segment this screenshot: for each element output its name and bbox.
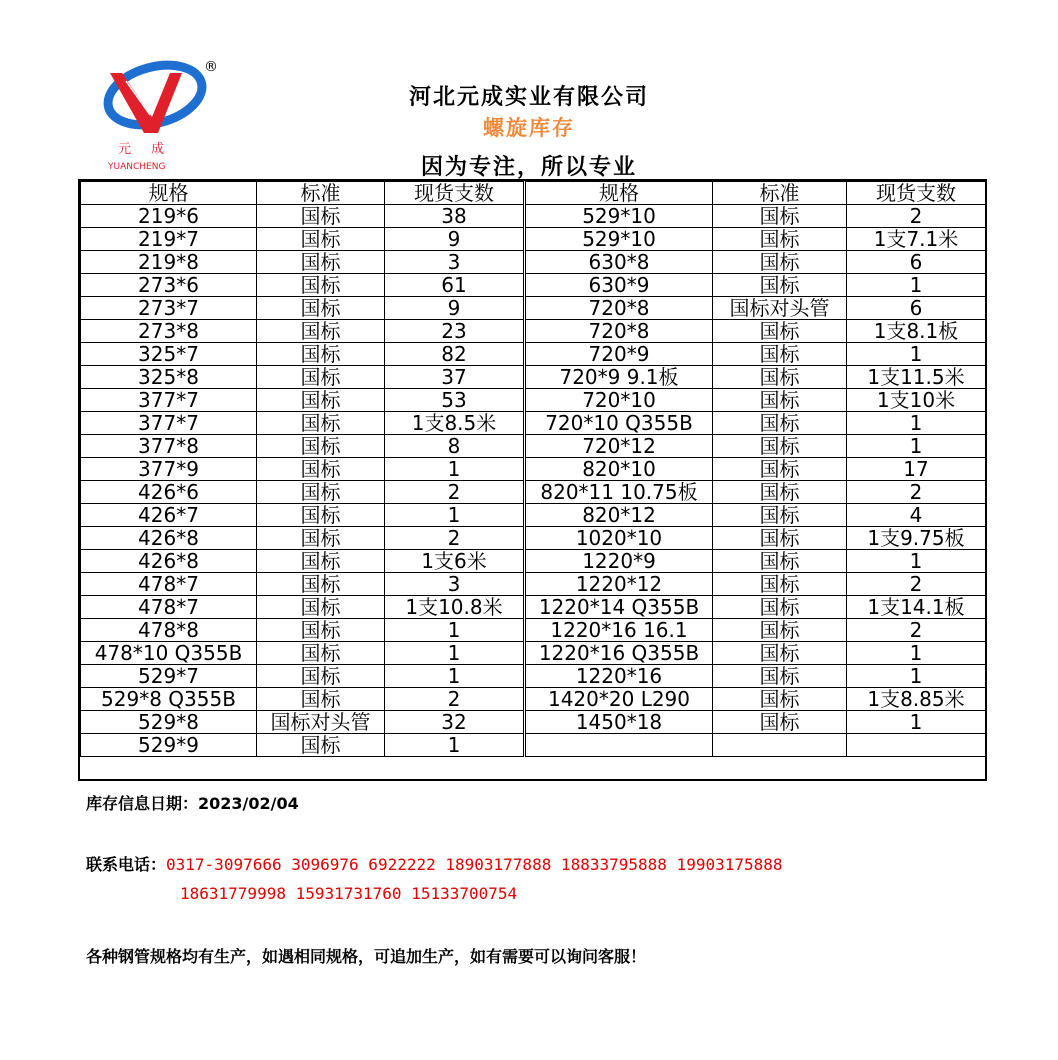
left-standard-cell: 国标 — [257, 688, 385, 711]
company-name: 河北元成实业有限公司 — [408, 84, 649, 110]
left-standard-cell: 国标 — [257, 596, 385, 619]
left-qty-cell: 1 — [385, 642, 525, 665]
left-standard-cell: 国标 — [257, 389, 385, 412]
right-standard-cell: 国标 — [713, 389, 847, 412]
right-spec-cell: 630*9 — [525, 274, 713, 297]
contact-phones — [86, 852, 783, 875]
phones-line-2: 18631779998 15931731760 15133700754 — [180, 884, 518, 903]
left-standard-cell: 国标 — [257, 228, 385, 251]
left-spec-cell: 273*7 — [81, 297, 257, 320]
left-standard-cell: 国标 — [257, 343, 385, 366]
left-qty-cell: 37 — [385, 366, 525, 389]
table-row — [81, 504, 986, 527]
left-spec-cell: 478*7 — [81, 596, 257, 619]
left-standard-cell: 国标 — [257, 435, 385, 458]
left-standard-cell: 国标 — [257, 642, 385, 665]
left-qty-cell: 3 — [385, 573, 525, 596]
right-qty-cell: 17 — [847, 458, 986, 481]
left-qty-cell: 82 — [385, 343, 525, 366]
right-spec-cell: 720*10 — [525, 389, 713, 412]
left-standard-cell: 国标对头管 — [257, 711, 385, 734]
left-spec-cell: 377*8 — [81, 435, 257, 458]
left-spec-cell: 325*8 — [81, 366, 257, 389]
right-qty-cell: 1 — [847, 711, 986, 734]
left-spec-cell: 426*8 — [81, 527, 257, 550]
right-qty-cell: 1 — [847, 665, 986, 688]
right-spec-cell: 820*11 10.75板 — [525, 481, 713, 504]
table-header-row — [81, 182, 986, 205]
right-spec-cell: 720*12 — [525, 435, 713, 458]
right-spec-cell: 720*10 Q355B — [525, 412, 713, 435]
table-row — [81, 688, 986, 711]
right-spec-cell: 529*10 — [525, 228, 713, 251]
left-standard-cell: 国标 — [257, 458, 385, 481]
left-qty-cell: 38 — [385, 205, 525, 228]
right-qty-cell — [847, 734, 986, 757]
right-qty-cell: 1支9.75板 — [847, 527, 986, 550]
phones-line-1: 0317-3097666 3096976 6922222 18903177888 18833795888 19903175888 — [166, 855, 783, 874]
right-standard-cell: 国标对头管 — [713, 297, 847, 320]
left-qty-cell: 1 — [385, 504, 525, 527]
right-qty-cell: 1支7.1米 — [847, 228, 986, 251]
header-spec-right: 规格 — [525, 182, 713, 205]
table-row — [81, 251, 986, 274]
left-spec-cell: 219*8 — [81, 251, 257, 274]
date-label: 库存信息日期： — [86, 794, 199, 813]
right-qty-cell: 1支10米 — [847, 389, 986, 412]
logo-cn-text: 元 成 — [118, 142, 173, 157]
left-spec-cell: 426*6 — [81, 481, 257, 504]
left-standard-cell: 国标 — [257, 734, 385, 757]
right-spec-cell — [525, 734, 713, 757]
header-standard-right: 标准 — [713, 182, 847, 205]
page-subtitle: 螺旋库存 — [483, 115, 575, 140]
right-spec-cell: 1220*16 16.1 — [525, 619, 713, 642]
left-qty-cell: 9 — [385, 297, 525, 320]
left-qty-cell: 1 — [385, 619, 525, 642]
left-spec-cell: 529*8 Q355B — [81, 688, 257, 711]
left-qty-cell: 1支6米 — [385, 550, 525, 573]
phone-label: 联系电话： — [86, 855, 167, 874]
table-row — [81, 458, 986, 481]
right-qty-cell: 6 — [847, 251, 986, 274]
table-row — [81, 343, 986, 366]
right-standard-cell: 国标 — [713, 642, 847, 665]
left-standard-cell: 国标 — [257, 504, 385, 527]
left-spec-cell: 219*6 — [81, 205, 257, 228]
right-standard-cell: 国标 — [713, 596, 847, 619]
contact-phones-continued — [180, 884, 517, 903]
header-standard-left: 标准 — [257, 182, 385, 205]
left-standard-cell: 国标 — [257, 573, 385, 596]
left-spec-cell: 273*8 — [81, 320, 257, 343]
right-standard-cell — [713, 734, 847, 757]
table-row — [81, 711, 986, 734]
right-spec-cell: 820*12 — [525, 504, 713, 527]
right-spec-cell: 720*9 — [525, 343, 713, 366]
right-standard-cell: 国标 — [713, 665, 847, 688]
left-standard-cell: 国标 — [257, 274, 385, 297]
left-standard-cell: 国标 — [257, 527, 385, 550]
right-spec-cell: 1450*18 — [525, 711, 713, 734]
production-note: 各种钢管规格均有生产，如遇相同规格，可追加生产，如有需要可以询问客服！ — [86, 947, 647, 966]
right-spec-cell: 630*8 — [525, 251, 713, 274]
right-qty-cell: 1 — [847, 642, 986, 665]
table-row — [81, 573, 986, 596]
left-spec-cell: 426*7 — [81, 504, 257, 527]
table-row — [81, 481, 986, 504]
left-standard-cell: 国标 — [257, 297, 385, 320]
left-qty-cell: 1 — [385, 734, 525, 757]
table-row — [81, 366, 986, 389]
table-row — [81, 527, 986, 550]
left-standard-cell: 国标 — [257, 619, 385, 642]
table-row — [81, 320, 986, 343]
right-standard-cell: 国标 — [713, 481, 847, 504]
registered-mark: ® — [204, 59, 218, 75]
right-standard-cell: 国标 — [713, 412, 847, 435]
table-row — [81, 297, 986, 320]
left-spec-cell: 377*7 — [81, 412, 257, 435]
right-standard-cell: 国标 — [713, 458, 847, 481]
table-row — [81, 274, 986, 297]
left-qty-cell: 1 — [385, 665, 525, 688]
right-standard-cell: 国标 — [713, 550, 847, 573]
right-qty-cell: 1 — [847, 435, 986, 458]
table-row — [81, 205, 986, 228]
left-spec-cell: 377*9 — [81, 458, 257, 481]
right-standard-cell: 国标 — [713, 688, 847, 711]
right-spec-cell: 1220*16 Q355B — [525, 642, 713, 665]
right-standard-cell: 国标 — [713, 711, 847, 734]
left-spec-cell: 219*7 — [81, 228, 257, 251]
right-qty-cell: 1支11.5米 — [847, 366, 986, 389]
right-spec-cell: 1220*14 Q355B — [525, 596, 713, 619]
table-row — [81, 435, 986, 458]
right-qty-cell: 1 — [847, 274, 986, 297]
left-spec-cell: 478*10 Q355B — [81, 642, 257, 665]
right-standard-cell: 国标 — [713, 274, 847, 297]
header-spec-left: 规格 — [81, 182, 257, 205]
right-standard-cell: 国标 — [713, 320, 847, 343]
right-qty-cell: 1支8.85米 — [847, 688, 986, 711]
left-qty-cell: 1 — [385, 458, 525, 481]
right-spec-cell: 720*9 9.1板 — [525, 366, 713, 389]
table-row — [81, 619, 986, 642]
left-qty-cell: 1支8.5米 — [385, 412, 525, 435]
left-spec-cell: 529*8 — [81, 711, 257, 734]
right-standard-cell: 国标 — [713, 205, 847, 228]
left-standard-cell: 国标 — [257, 665, 385, 688]
left-qty-cell: 32 — [385, 711, 525, 734]
right-standard-cell: 国标 — [713, 619, 847, 642]
right-spec-cell: 1220*16 — [525, 665, 713, 688]
right-qty-cell: 2 — [847, 481, 986, 504]
right-spec-cell: 720*8 — [525, 297, 713, 320]
right-standard-cell: 国标 — [713, 251, 847, 274]
right-standard-cell: 国标 — [713, 435, 847, 458]
inventory-date — [86, 791, 299, 814]
right-qty-cell: 1 — [847, 412, 986, 435]
right-qty-cell: 2 — [847, 619, 986, 642]
left-qty-cell: 61 — [385, 274, 525, 297]
left-spec-cell: 478*8 — [81, 619, 257, 642]
left-qty-cell: 23 — [385, 320, 525, 343]
right-qty-cell: 2 — [847, 573, 986, 596]
right-qty-cell: 6 — [847, 297, 986, 320]
right-spec-cell: 1220*12 — [525, 573, 713, 596]
right-standard-cell: 国标 — [713, 527, 847, 550]
table-row — [81, 596, 986, 619]
right-standard-cell: 国标 — [713, 504, 847, 527]
left-standard-cell: 国标 — [257, 366, 385, 389]
table-row — [81, 642, 986, 665]
right-spec-cell: 1420*20 L290 — [525, 688, 713, 711]
table-row — [81, 734, 986, 757]
left-standard-cell: 国标 — [257, 320, 385, 343]
right-standard-cell: 国标 — [713, 573, 847, 596]
right-spec-cell: 1020*10 — [525, 527, 713, 550]
header-qty-right: 现货支数 — [847, 182, 986, 205]
left-spec-cell: 529*9 — [81, 734, 257, 757]
left-qty-cell: 8 — [385, 435, 525, 458]
left-standard-cell: 国标 — [257, 205, 385, 228]
left-standard-cell: 国标 — [257, 550, 385, 573]
right-qty-cell: 2 — [847, 205, 986, 228]
right-standard-cell: 国标 — [713, 228, 847, 251]
left-standard-cell: 国标 — [257, 481, 385, 504]
left-qty-cell: 2 — [385, 688, 525, 711]
table-row — [81, 550, 986, 573]
left-spec-cell: 377*7 — [81, 389, 257, 412]
company-slogan: 因为专注，所以专业 — [420, 154, 637, 180]
left-qty-cell: 9 — [385, 228, 525, 251]
right-qty-cell: 1 — [847, 550, 986, 573]
left-spec-cell: 478*7 — [81, 573, 257, 596]
right-qty-cell: 1支14.1板 — [847, 596, 986, 619]
left-qty-cell: 3 — [385, 251, 525, 274]
left-qty-cell: 53 — [385, 389, 525, 412]
right-spec-cell: 820*10 — [525, 458, 713, 481]
left-standard-cell: 国标 — [257, 251, 385, 274]
left-spec-cell: 529*7 — [81, 665, 257, 688]
table-row — [81, 389, 986, 412]
right-spec-cell: 1220*9 — [525, 550, 713, 573]
table-row — [81, 228, 986, 251]
left-spec-cell: 426*8 — [81, 550, 257, 573]
right-spec-cell: 720*8 — [525, 320, 713, 343]
right-qty-cell: 1支8.1板 — [847, 320, 986, 343]
table-row — [81, 412, 986, 435]
right-qty-cell: 1 — [847, 343, 986, 366]
right-qty-cell: 4 — [847, 504, 986, 527]
left-spec-cell: 273*6 — [81, 274, 257, 297]
header-qty-left: 现货支数 — [385, 182, 525, 205]
stock-table — [78, 179, 987, 781]
left-spec-cell: 325*7 — [81, 343, 257, 366]
logo-en-text: YUANCHENG — [108, 162, 166, 172]
date-value: 2023/02/04 — [198, 794, 299, 813]
left-qty-cell: 2 — [385, 527, 525, 550]
left-standard-cell: 国标 — [257, 412, 385, 435]
left-qty-cell: 2 — [385, 481, 525, 504]
right-spec-cell: 529*10 — [525, 205, 713, 228]
right-standard-cell: 国标 — [713, 343, 847, 366]
table-row — [81, 665, 986, 688]
right-standard-cell: 国标 — [713, 366, 847, 389]
left-qty-cell: 1支10.8米 — [385, 596, 525, 619]
